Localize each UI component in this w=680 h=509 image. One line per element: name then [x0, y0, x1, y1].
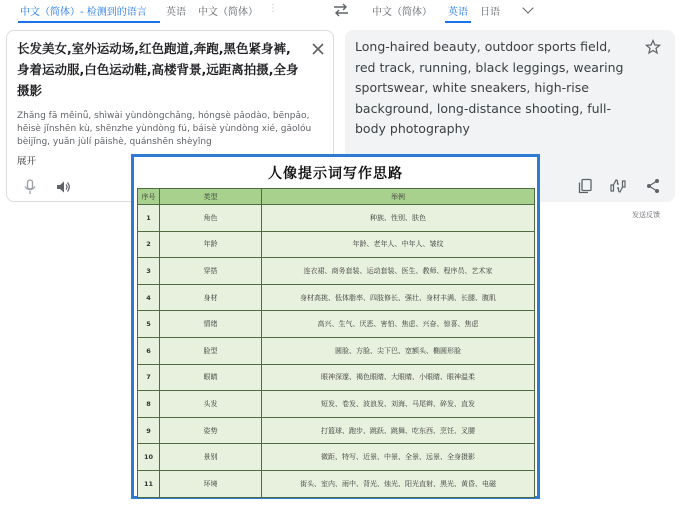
header-example: 举例 — [262, 189, 535, 205]
language-bar — [0, 0, 680, 24]
row-type: 情绪 — [160, 311, 262, 338]
microphone-icon[interactable] — [23, 179, 37, 195]
chevron-down-icon[interactable] — [522, 2, 533, 13]
tab-target-chinese[interactable]: 中文（简体） — [372, 7, 432, 18]
table-row — [138, 205, 535, 232]
row-type: 姿势 — [160, 417, 262, 444]
row-example: 圆脸、方脸、尖下巴、宽额头、椭圆形脸 — [262, 337, 535, 364]
row-type: 环境 — [160, 470, 262, 497]
row-index: 10 — [138, 444, 160, 471]
row-type: 穿搭 — [160, 258, 262, 285]
tab-source-chinese[interactable]: 中文（简体） — [198, 7, 258, 18]
row-index: 7 — [138, 364, 160, 391]
row-index: 8 — [138, 391, 160, 418]
transliteration: Zhǎng fā měinǚ, shìwài yùndòngchǎng, hóngsè pǎodào, bēnpǎo, hēisè jǐnshēn kù, shēnzhe yùndòng fú, báisè yùndòng xié, gāolóu bèijǐng, yuǎn jùlí pāishè, quánshēn shèyǐng — [17, 111, 312, 147]
row-index: 2 — [138, 231, 160, 258]
table-row — [138, 417, 535, 444]
row-example: 微距、特写、近景、中景、全景、远景、全身摄影 — [262, 444, 535, 471]
tab-target-english[interactable]: 英语 — [448, 7, 468, 18]
translation-output: Long-haired beauty, outdoor sports field, red track, running, black leggings, wearing sportswear, white sneakers, high-rise background, long-distance shooting, full-body photography — [355, 39, 624, 136]
share-icon[interactable] — [645, 178, 661, 194]
row-index: 11 — [138, 470, 160, 497]
row-index: 1 — [138, 205, 160, 232]
row-example: 年龄、老年人、中年人、皱纹 — [262, 231, 535, 258]
tab-source-detected[interactable]: 中文（简体）- 检测到的语言 — [20, 7, 147, 18]
row-index: 4 — [138, 284, 160, 311]
source-input[interactable]: 长发美女,室外运动场,红色跑道,奔跑,黑色紧身裤,身着运动服,白色运动鞋,高楼背景,远距离拍摄,全身摄影 — [17, 41, 299, 98]
row-example: 身材高挑、低体脂率、四肢修长、强壮、身材丰满、长腿、腹肌 — [262, 284, 535, 311]
table-header-row — [138, 189, 535, 205]
row-example: 短发、卷发、波浪发、刘海、马尾辫、碎发、直发 — [262, 391, 535, 418]
row-example: 连衣裙、商务套装、运动套装、医生、教师、程序员、艺术家 — [262, 258, 535, 285]
portrait-prompt-table-image — [131, 154, 540, 499]
expand-link[interactable]: 展开 — [17, 156, 37, 167]
row-type: 眼睛 — [160, 364, 262, 391]
row-example: 打篮球、跑步、跳跃、跳舞、吃东西、烹饪、叉腰 — [262, 417, 535, 444]
table-row — [138, 258, 535, 285]
more-source-langs[interactable]: ⋮ — [268, 3, 278, 14]
row-index: 5 — [138, 311, 160, 338]
tab-target-japanese[interactable]: 日语 — [480, 7, 500, 18]
table-row — [138, 311, 535, 338]
table-row — [138, 231, 535, 258]
active-tab-indicator — [18, 21, 160, 23]
table-row — [138, 284, 535, 311]
rate-translation-icon[interactable] — [609, 178, 627, 194]
star-icon[interactable] — [645, 39, 661, 55]
active-target-indicator — [445, 21, 471, 23]
row-type: 角色 — [160, 205, 262, 232]
speaker-icon[interactable] — [55, 179, 71, 195]
table-row — [138, 470, 535, 497]
table-title: 人像提示词写作思路 — [268, 166, 403, 182]
table-row — [138, 337, 535, 364]
prompt-table — [137, 188, 535, 498]
table-row — [138, 364, 535, 391]
row-example: 街头、室内、雨中、背光、烛光、阳光直射、黑光、黄昏、电磁 — [262, 470, 535, 497]
table-row — [138, 444, 535, 471]
copy-icon[interactable] — [577, 178, 593, 194]
row-type: 脸型 — [160, 337, 262, 364]
close-icon[interactable] — [311, 41, 325, 55]
row-example: 高兴、生气、厌恶、害怕、焦虑、兴奋、惊喜、焦虑 — [262, 311, 535, 338]
row-example: 眼神深邃、褐色眼睛、大眼睛、小眼睛、眼神温柔 — [262, 364, 535, 391]
send-feedback-link[interactable]: 发送反馈 — [632, 211, 660, 219]
row-type: 头发 — [160, 391, 262, 418]
row-index: 3 — [138, 258, 160, 285]
row-example: 种族、性别、肤色 — [262, 205, 535, 232]
row-index: 9 — [138, 417, 160, 444]
row-index: 6 — [138, 337, 160, 364]
header-type: 类型 — [160, 189, 262, 205]
row-type: 身材 — [160, 284, 262, 311]
table-row — [138, 391, 535, 418]
header-index: 序号 — [138, 189, 160, 205]
swap-languages-icon[interactable] — [332, 2, 350, 16]
row-type: 景别 — [160, 444, 262, 471]
tab-source-english[interactable]: 英语 — [166, 7, 186, 18]
row-type: 年龄 — [160, 231, 262, 258]
